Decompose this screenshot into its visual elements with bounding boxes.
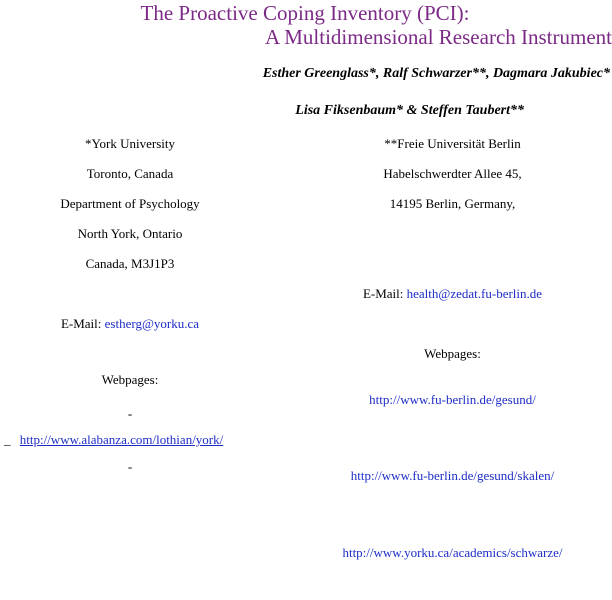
right-email-link[interactable]: health@zedat.fu-berlin.de: [406, 286, 543, 301]
right-email-label: E-Mail:: [362, 286, 404, 301]
right-email-row: [340, 286, 565, 302]
right-affiliation-line-3: 14195 Berlin, Germany,: [389, 196, 516, 211]
left-affiliation-line-3: Department of Psychology: [60, 196, 200, 211]
right-url-2-row: [340, 468, 565, 484]
right-url-1-row: [340, 392, 565, 408]
authors-line-2: Lisa Fiksenbaum* & Steffen Taubert**: [295, 103, 524, 118]
page-title-line-1: The Proactive Coping Inventory (PCI):: [140, 1, 470, 25]
left-dash-2: -: [127, 459, 133, 474]
left-url-row: [4, 432, 223, 448]
right-affiliation-line-1: **Freie Universität Berlin: [384, 136, 521, 151]
left-url-link[interactable]: http://www.alabanza.com/lothian/york/: [19, 432, 224, 447]
right-url-link-1[interactable]: http://www.fu-berlin.de/gesund/: [369, 392, 536, 407]
page-title-line-2: A Multidimensional Research Instrument: [264, 25, 612, 49]
left-dash-1: -: [127, 406, 133, 421]
left-webpages-label: Webpages:: [101, 372, 159, 387]
left-email-row: [25, 316, 235, 332]
left-url-prefix: _: [4, 432, 11, 447]
left-affiliation-line-2: Toronto, Canada: [86, 166, 174, 181]
right-affiliation-line-2: Habelschwerdter Allee 45,: [383, 166, 522, 181]
left-email-link[interactable]: estherg@yorku.ca: [104, 316, 200, 331]
authors-line-1: Esther Greenglass*, Ralf Schwarzer**, Dagmara Jakubiec*: [262, 66, 610, 81]
right-webpages-label: Webpages:: [424, 346, 481, 361]
right-url-3-row: [340, 545, 565, 561]
left-affiliation-line-4: North York, Ontario: [77, 226, 183, 241]
left-affiliation-line-1: *York University: [84, 136, 176, 151]
left-affiliation-line-5: Canada, M3J1P3: [85, 256, 175, 271]
right-url-link-3[interactable]: http://www.yorku.ca/academics/schwarze/: [342, 545, 563, 560]
right-url-link-2[interactable]: http://www.fu-berlin.de/gesund/skalen/: [350, 468, 555, 483]
left-email-label: E-Mail:: [60, 316, 102, 331]
